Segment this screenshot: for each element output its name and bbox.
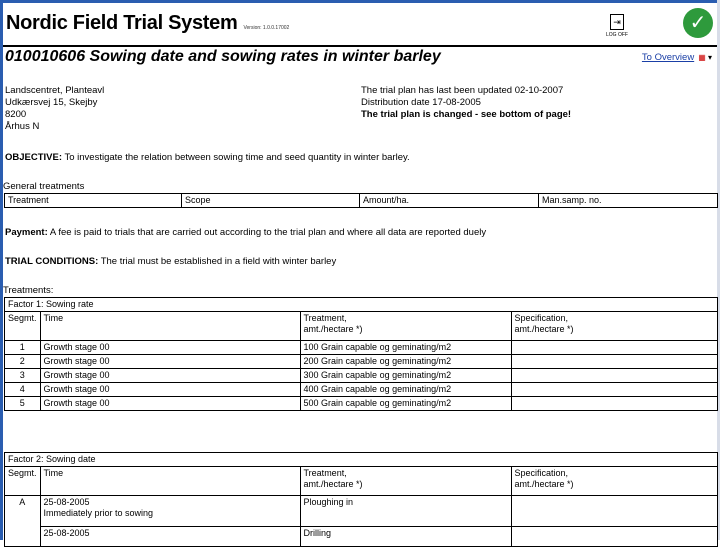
address-line: 8200: [5, 109, 27, 120]
col-header: [300, 312, 511, 341]
treatment: 300 Grain capable og geminating/m2: [300, 369, 511, 383]
log-off-icon: ⇥: [610, 14, 624, 30]
objective-text: To investigate the relation between sowing time and seed quantity in winter barley.: [62, 152, 410, 163]
col-header-line: Specification,: [514, 468, 569, 478]
specification: [511, 369, 717, 383]
specification: [511, 383, 717, 397]
specification: [511, 355, 717, 369]
payment-label: Payment:: [5, 227, 48, 238]
time: [40, 496, 300, 527]
top-right-nav: [642, 52, 712, 63]
table-row: [5, 527, 718, 547]
col-header-line: amt./hectare *): [514, 479, 574, 489]
segment: 2: [5, 355, 41, 369]
col-header-line: amt./hectare *): [303, 479, 363, 489]
col-header: Segmt.: [5, 467, 41, 496]
changed-notice: The trial plan is changed - see bottom of page!: [361, 109, 572, 120]
segment: 4: [5, 383, 41, 397]
info-block: [361, 85, 571, 121]
factor2-table: [4, 452, 718, 547]
table-row: [5, 355, 718, 369]
table-row: [5, 496, 718, 527]
time-date: 25-08-2005: [43, 497, 90, 507]
conditions-text: The trial must be established in a field with winter barley: [98, 256, 337, 267]
objective-label: OBJECTIVE:: [5, 152, 63, 163]
col-header-line: Specification,: [514, 313, 569, 323]
specification: [511, 496, 717, 527]
treatments-heading: Treatments:: [3, 285, 54, 296]
updated-text: The trial plan has last been updated 02-10-2007: [361, 85, 564, 96]
col-header-line: Treatment,: [303, 468, 347, 478]
divider: [3, 45, 717, 47]
treatment: 200 Grain capable og geminating/m2: [300, 355, 511, 369]
segment: 1: [5, 341, 41, 355]
factor1-table: [4, 297, 718, 411]
address-line: Århus N: [5, 121, 40, 132]
factor-title: Factor 1: Sowing rate: [5, 298, 718, 312]
conditions-label: TRIAL CONDITIONS:: [5, 256, 99, 267]
treatment: 500 Grain capable og geminating/m2: [300, 397, 511, 411]
col-header: Time: [40, 312, 300, 341]
time: Growth stage 00: [40, 397, 300, 411]
trial-conditions: [5, 256, 336, 267]
objective: [5, 152, 410, 163]
check-icon: ✓: [683, 8, 713, 38]
specification: [511, 527, 717, 547]
uk-flag-icon: ▦: [698, 53, 706, 62]
treatment: 400 Grain capable og geminating/m2: [300, 383, 511, 397]
specification: [511, 397, 717, 411]
col-header: Scope: [182, 194, 360, 208]
time: Growth stage 00: [40, 355, 300, 369]
col-header-line: Treatment,: [303, 313, 347, 323]
version-label: Version: 1.0.0.17002: [243, 25, 290, 31]
time: Growth stage 00: [40, 369, 300, 383]
language-selector[interactable]: ▦ ▾: [698, 53, 712, 62]
table-row: [5, 341, 718, 355]
col-header: [511, 312, 717, 341]
col-header: Amount/ha.: [360, 194, 539, 208]
factor-title: Factor 2: Sowing date: [5, 453, 718, 467]
col-header: Time: [40, 467, 300, 496]
address-line: Udkærsvej 15, Skejby: [5, 97, 98, 108]
time: Growth stage 00: [40, 383, 300, 397]
specification: [511, 341, 717, 355]
time-note: Immediately prior to sowing: [43, 508, 154, 518]
col-header: [511, 467, 717, 496]
col-header-line: amt./hectare *): [514, 324, 574, 334]
window-border: [0, 0, 720, 3]
payment-text: A fee is paid to trials that are carried out according to the trial plan and where all data are reported duely: [47, 227, 487, 238]
col-header-line: amt./hectare *): [303, 324, 363, 334]
distribution-text: Distribution date 17-08-2005: [361, 97, 481, 108]
time: 25-08-2005: [40, 527, 300, 547]
trial-title: 010010606 Sowing date and sowing rates in winter barley: [5, 48, 441, 65]
app-title: Nordic Field Trial System: [6, 12, 238, 34]
treatment: 100 Grain capable og geminating/m2: [300, 341, 511, 355]
window-border-left: [0, 0, 3, 540]
address-block: [5, 85, 104, 133]
log-off-label: LOG OFF: [606, 32, 628, 38]
segment: 5: [5, 397, 41, 411]
col-header: [300, 467, 511, 496]
table-row: [5, 383, 718, 397]
treatment: Ploughing in: [300, 496, 511, 527]
col-header: Segmt.: [5, 312, 41, 341]
treatment: Drilling: [300, 527, 511, 547]
address-line: Landscentret, Planteavl: [5, 85, 105, 96]
time: Growth stage 00: [40, 341, 300, 355]
log-off-button[interactable]: [602, 14, 632, 38]
segment: A: [5, 496, 41, 547]
segment: 3: [5, 369, 41, 383]
general-treatments-table: [4, 193, 718, 208]
title-row: [6, 12, 289, 35]
payment: [5, 227, 710, 238]
to-overview-link[interactable]: To Overview: [641, 52, 695, 63]
col-header: Treatment: [5, 194, 182, 208]
table-row: [5, 369, 718, 383]
general-heading: General treatments: [3, 181, 85, 192]
table-row: [5, 397, 718, 411]
col-header: Man.samp. no.: [539, 194, 718, 208]
